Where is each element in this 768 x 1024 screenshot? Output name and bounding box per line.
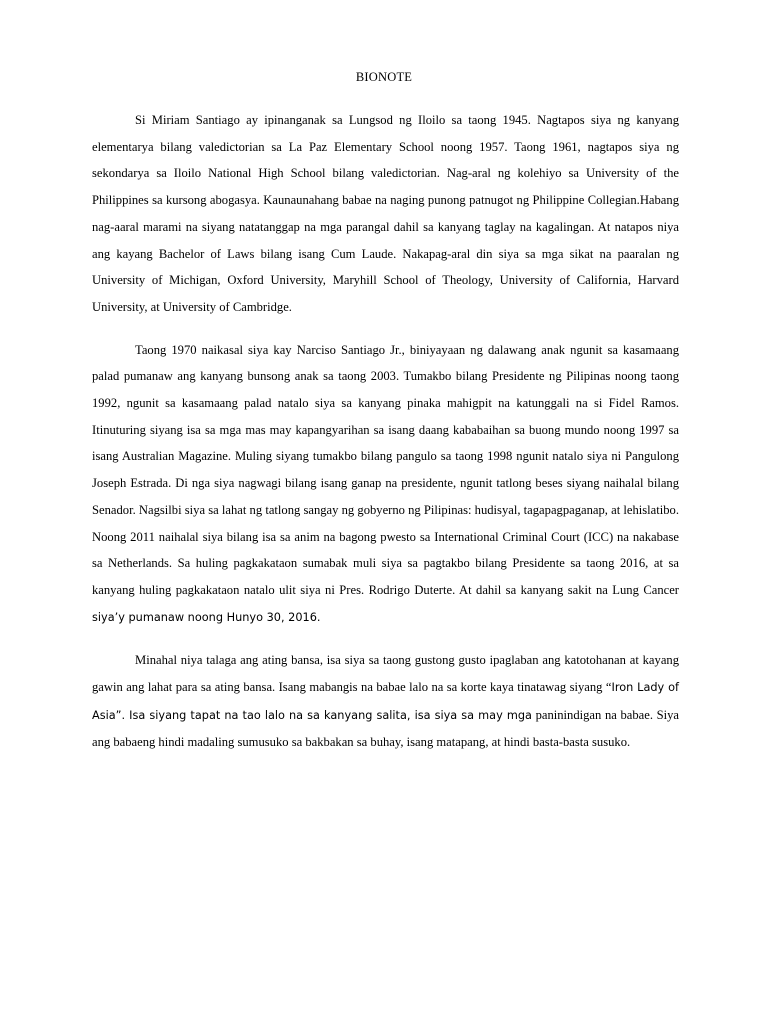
paragraph-2-text: Taong 1970 naikasal siya kay Narciso Santiago Jr., biniyayaan ng dalawang anak ngunit sa kasamaang palad pumanaw ang kanyang bunsong anak sa taong 2003. Tumakbo bilang Presidente ng Pilipinas noong taong 1992, ngunit sa kasamaang palad natalo siya sa kanyang pinaka mahigpit na katunggali na si Fidel Ramos. Itinuturing siyang isa sa mga mas may kapangyarihan sa isang daang kababaihan sa buong mundo noong 1997 sa isang Australian Magazine. Muling siyang tumakbo bilang pangulo sa taong 1998 ngunit natalo siya ni Pangulong Joseph Estrada. Di nga siya nagwagi bilang isang ganap na presidente, ngunit tatlong beses siyang naihalal bilang Senador. Nagsilbi siya sa lahat ng tatlong sangay ng gobyerno ng Pilipinas: hudisyal, tagapagpaganap, at lehislatibo. Noong 2011 naihalal siya bilang isa sa anim na bagong pwesto sa International Criminal Court (ICC) na nakabase sa Netherlands. Sa huling pagkakataon sumabak muli siya sa pagtakbo bilang Presidente sa taong 2016, at sa kanyang huling pagkakataon natalo ulit siya ni Pres. Rodrigo Duterte. At dahil sa kanyang sakit na Lung Cancer <box>92 342 679 597</box>
paragraph-2 <box>92 337 679 632</box>
document-title: BIONOTE <box>355 70 413 84</box>
paragraph-1-text: Si Miriam Santiago ay ipinanganak sa Lungsod ng Iloilo sa taong 1945. Nagtapos siya ng kanyang elementarya bilang valedictorian sa La Paz Elementary School noong 1957. Taong 1961, nagtapos siya ng sekondarya sa Iloilo National High School bilang valedictorian. Nag-aral ng kolehiyo sa University of the Philippines sa kursong abogasya. Kaunaunahang babae na naging punong patnugot ng Philippine Collegian.Habang nag-aaral marami na siyang natatanggap na mga parangal dahil sa kanyang taglay na kagalingan. At natapos niya ang kayang Bachelor of Laws bilang isang Cum Laude. Nakapag-aral din siya sa mga sikat na paaralan ng University of Michigan, Oxford University, Maryhill School of Theology, University of California, Harvard University, at University of Cambridge. <box>92 113 679 314</box>
paragraph-3 <box>92 647 679 756</box>
paragraph-2-tail: siya’y pumanaw noong Hunyo 30, 2016. <box>92 610 321 624</box>
paragraph-3-tail: paninindigan na babae. Siya ang babaeng hindi madaling sumusuko sa bakbakan sa buhay, isang matapang, at hindi basta-basta susuko. <box>92 707 679 750</box>
paragraph-3-mid: Iron Lady of Asia”. Isa siyang tapat na tao lalo na sa kanyang salita, isa siya sa may mga <box>92 681 679 722</box>
document-body <box>92 107 679 772</box>
paragraph-1 <box>92 107 679 321</box>
paragraph-3-text: Minahal niya talaga ang ating bansa, isa siya sa taong gustong gusto ipaglaban ang katotohanan at kayang gawin ang lahat para sa ating bansa. Isang mabangis na babae lalo na sa korte kaya tinatawag siyang “ <box>92 653 679 695</box>
